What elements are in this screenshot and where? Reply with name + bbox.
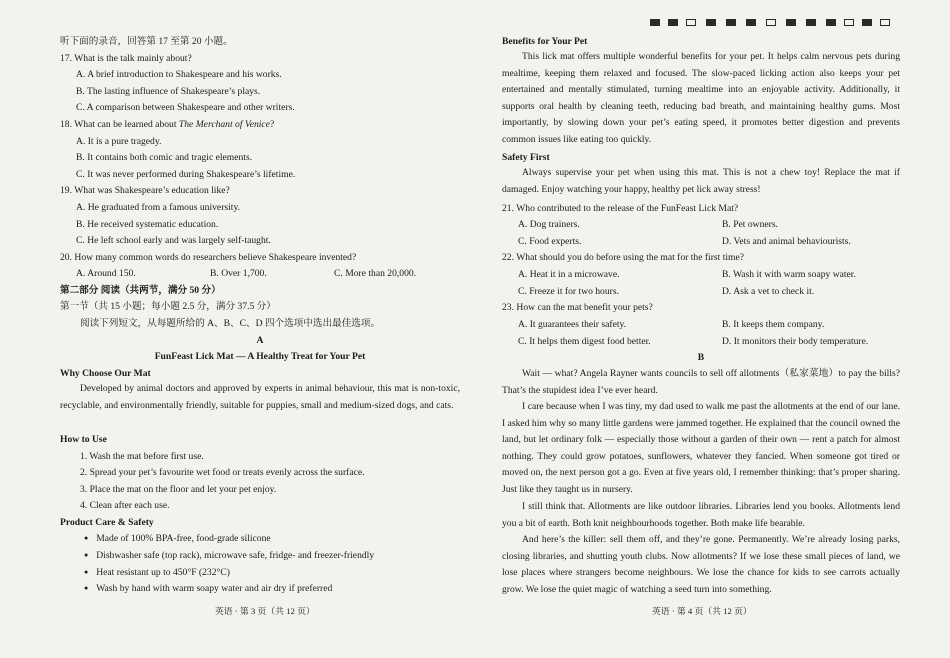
how-step-1: 1. Wash the mat before first use.: [80, 451, 204, 462]
q19-option-c: C. He left school early and was largely self-taught.: [76, 235, 271, 246]
q20-option-a: A. Around 150.: [76, 268, 136, 279]
mark-open: [766, 19, 776, 26]
mark-filled: [668, 19, 678, 26]
question-20: 20. How many common words do researchers believe Shakespeare invented?: [60, 252, 357, 263]
mark-open: [686, 19, 696, 26]
q21-option-c: C. Food experts.: [518, 236, 582, 247]
care-item: ● Wash by hand with warm soapy water and air dry if preferred: [84, 583, 332, 595]
benefits-paragraph: This lick mat offers multiple wonderful benefits for your pet. It helps calm nervous pets during mealtime, keeping them relaxed and focused. The slow-paced licking action also keeps your pet entertained and mentally stimulated, turning mealtime into an enjoyable activity. Additionally, it supports oral health by cleaning teeth, reducing bad breath, and maintaining healthy gums. Most importantly, by slowing down your pet’s eating speed, it promotes better digestion and prevents common issues like eating too quickly.: [502, 51, 900, 145]
why-heading: Why Choose Our Mat: [60, 368, 151, 379]
passage-letter-b: B: [697, 352, 705, 363]
q22-option-d: D. Ask a vet to check it.: [722, 286, 815, 297]
q18-option-c: C. It was never performed during Shakespeare’s lifetime.: [76, 169, 296, 180]
q21-option-a: A. Dog trainers.: [518, 219, 580, 230]
q22-option-c: C. Freeze it for two hours.: [518, 286, 619, 297]
how-step-3: 3. Place the mat on the floor and let your pet enjoy.: [80, 484, 277, 495]
q23-option-c: C. It helps them digest food better.: [518, 336, 651, 347]
how-step-4: 4. Clean after each use.: [80, 500, 170, 511]
care-heading: Product Care & Safety: [60, 517, 154, 528]
mark-filled: [746, 19, 756, 26]
question-23: 23. How can the mat benefit your pets?: [502, 302, 653, 313]
question-17: 17. What is the talk mainly about?: [60, 53, 192, 64]
page-footer-right: 英语 · 第 4 页（共 12 页）: [652, 606, 752, 616]
passage-b-paragraph-3: I still think that. Allotments are like outdoor libraries. Libraries lend you books. Allotments lend you a bit of earth. Both knit neighbourhoods together. Both make life bearable.: [502, 501, 900, 529]
benefits-heading: Benefits for Your Pet: [502, 36, 588, 47]
q22-option-b: B. Wash it with warm soapy water.: [722, 269, 856, 280]
mark-filled: [650, 19, 660, 26]
mark-open: [844, 19, 854, 26]
q17-option-b: B. The lasting influence of Shakespeare’s plays.: [76, 86, 261, 97]
passage-b-paragraph-1: Wait — what? Angela Rayner wants councils to sell off allotments（私家菜地）to pay the bills? That’s the stupidest idea I’ve ever heard.: [502, 368, 900, 396]
mark-filled: [786, 19, 796, 26]
q17-option-a: A. A brief introduction to Shakespeare and his works.: [76, 69, 282, 80]
care-item: ● Made of 100% BPA-free, food-grade silicone: [84, 533, 271, 545]
q19-option-b: B. He received systematic education.: [76, 219, 219, 230]
q17-option-c: C. A comparison between Shakespeare and other writers.: [76, 102, 295, 113]
how-heading: How to Use: [60, 434, 107, 445]
question-19: 19. What was Shakespeare’s education like?: [60, 185, 230, 196]
q20-option-b: B. Over 1,700.: [210, 268, 267, 279]
mark-filled: [726, 19, 736, 26]
passage-b-paragraph-4: And here’s the killer: sell them off, and they’re gone. Permanently. We’re already losing parks, closing libraries, and shutting youth clubs. Now allotments? If we lose these small pieces of land, we lose places where strangers become neighbours. We lose the chance for kids to see carrots actually grow. We lose the quiet magic of watching a seed turn into something.: [502, 534, 900, 595]
q22-option-a: A. Heat it in a microwave.: [518, 269, 620, 280]
question-18: [60, 119, 274, 131]
passage-b-paragraph-2: I care because when I was tiny, my dad used to walk me past the allotments at the end of our lane. I asked him why so many little gardens were jammed together. He explained that the council owned the land, but let ordinary folk — especially those without a garden of their own — rent a patch for almost nothing. They could grow potatoes, sunflowers, whatever they fancied. When someone got tired or moved on, the next person got a go. Even at five years old, I remember thinking: that’s proper sharing. Just like they taught us in nursery.: [502, 401, 900, 495]
safety-paragraph: Always supervise your pet when using this mat. This is not a chew toy! Replace the mat if damaged. Enjoy watching your happy, healthy pet lick away stress!: [502, 167, 900, 195]
q23-option-d: D. It monitors their body temperature.: [722, 336, 869, 347]
section-one-heading: 第一节（共 15 小题；每小题 2.5 分，满分 37.5 分）: [60, 301, 276, 312]
mark-filled: [862, 19, 872, 26]
question-22: 22. What should you do before using the mat for the first time?: [502, 252, 745, 263]
q18-option-a: A. It is a pure tragedy.: [76, 136, 162, 147]
question-21: 21. Who contributed to the release of the FunFeast Lick Mat?: [502, 203, 739, 214]
listening-instruction: 听下面的录音，回答第 17 至第 20 小题。: [60, 36, 233, 47]
q21-option-b: B. Pet owners.: [722, 219, 778, 230]
q19-option-a: A. He graduated from a famous university.: [76, 202, 241, 213]
q23-option-b: B. It keeps them company.: [722, 319, 825, 330]
q23-option-a: A. It guarantees their safety.: [518, 319, 627, 330]
care-item: ● Dishwasher safe (top rack), microwave safe, fridge- and freezer-friendly: [84, 550, 374, 562]
safety-heading: Safety First: [502, 152, 550, 163]
mark-filled: [706, 19, 716, 26]
q21-option-d: D. Vets and animal behaviourists.: [722, 236, 851, 247]
why-paragraph: Developed by animal doctors and approved by experts in animal behaviour, this mat is non-toxic, recyclable, and environmentally friendly, suitable for puppies, small and medium-sized dogs, and cats.: [60, 383, 460, 411]
passage-a-title: FunFeast Lick Mat — A Healthy Treat for Your Pet: [154, 351, 366, 362]
mark-open: [880, 19, 890, 26]
page-footer-left: 英语 · 第 3 页（共 12 页）: [215, 606, 315, 616]
mark-filled: [806, 19, 816, 26]
q18-text: 18. What can be learned about: [60, 119, 179, 130]
reading-instruction: 阅读下列短文，从每题所给的 A、B、C、D 四个选项中选出最佳选项。: [80, 318, 381, 329]
q18-mark: ?: [269, 119, 275, 130]
part-two-heading: 第二部分 阅读（共两节，满分 50 分）: [60, 285, 221, 296]
q18-title: The Merchant of Venice: [178, 119, 270, 130]
passage-letter-a: A: [256, 335, 264, 346]
mark-filled: [826, 19, 836, 26]
how-step-2: 2. Spread your pet’s favourite wet food or treats evenly across the surface.: [80, 467, 365, 478]
care-item: ● Heat resistant up to 450°F (232°C): [84, 567, 230, 579]
q18-option-b: B. It contains both comic and tragic elements.: [76, 152, 253, 163]
q20-option-c: C. More than 20,000.: [334, 268, 417, 279]
